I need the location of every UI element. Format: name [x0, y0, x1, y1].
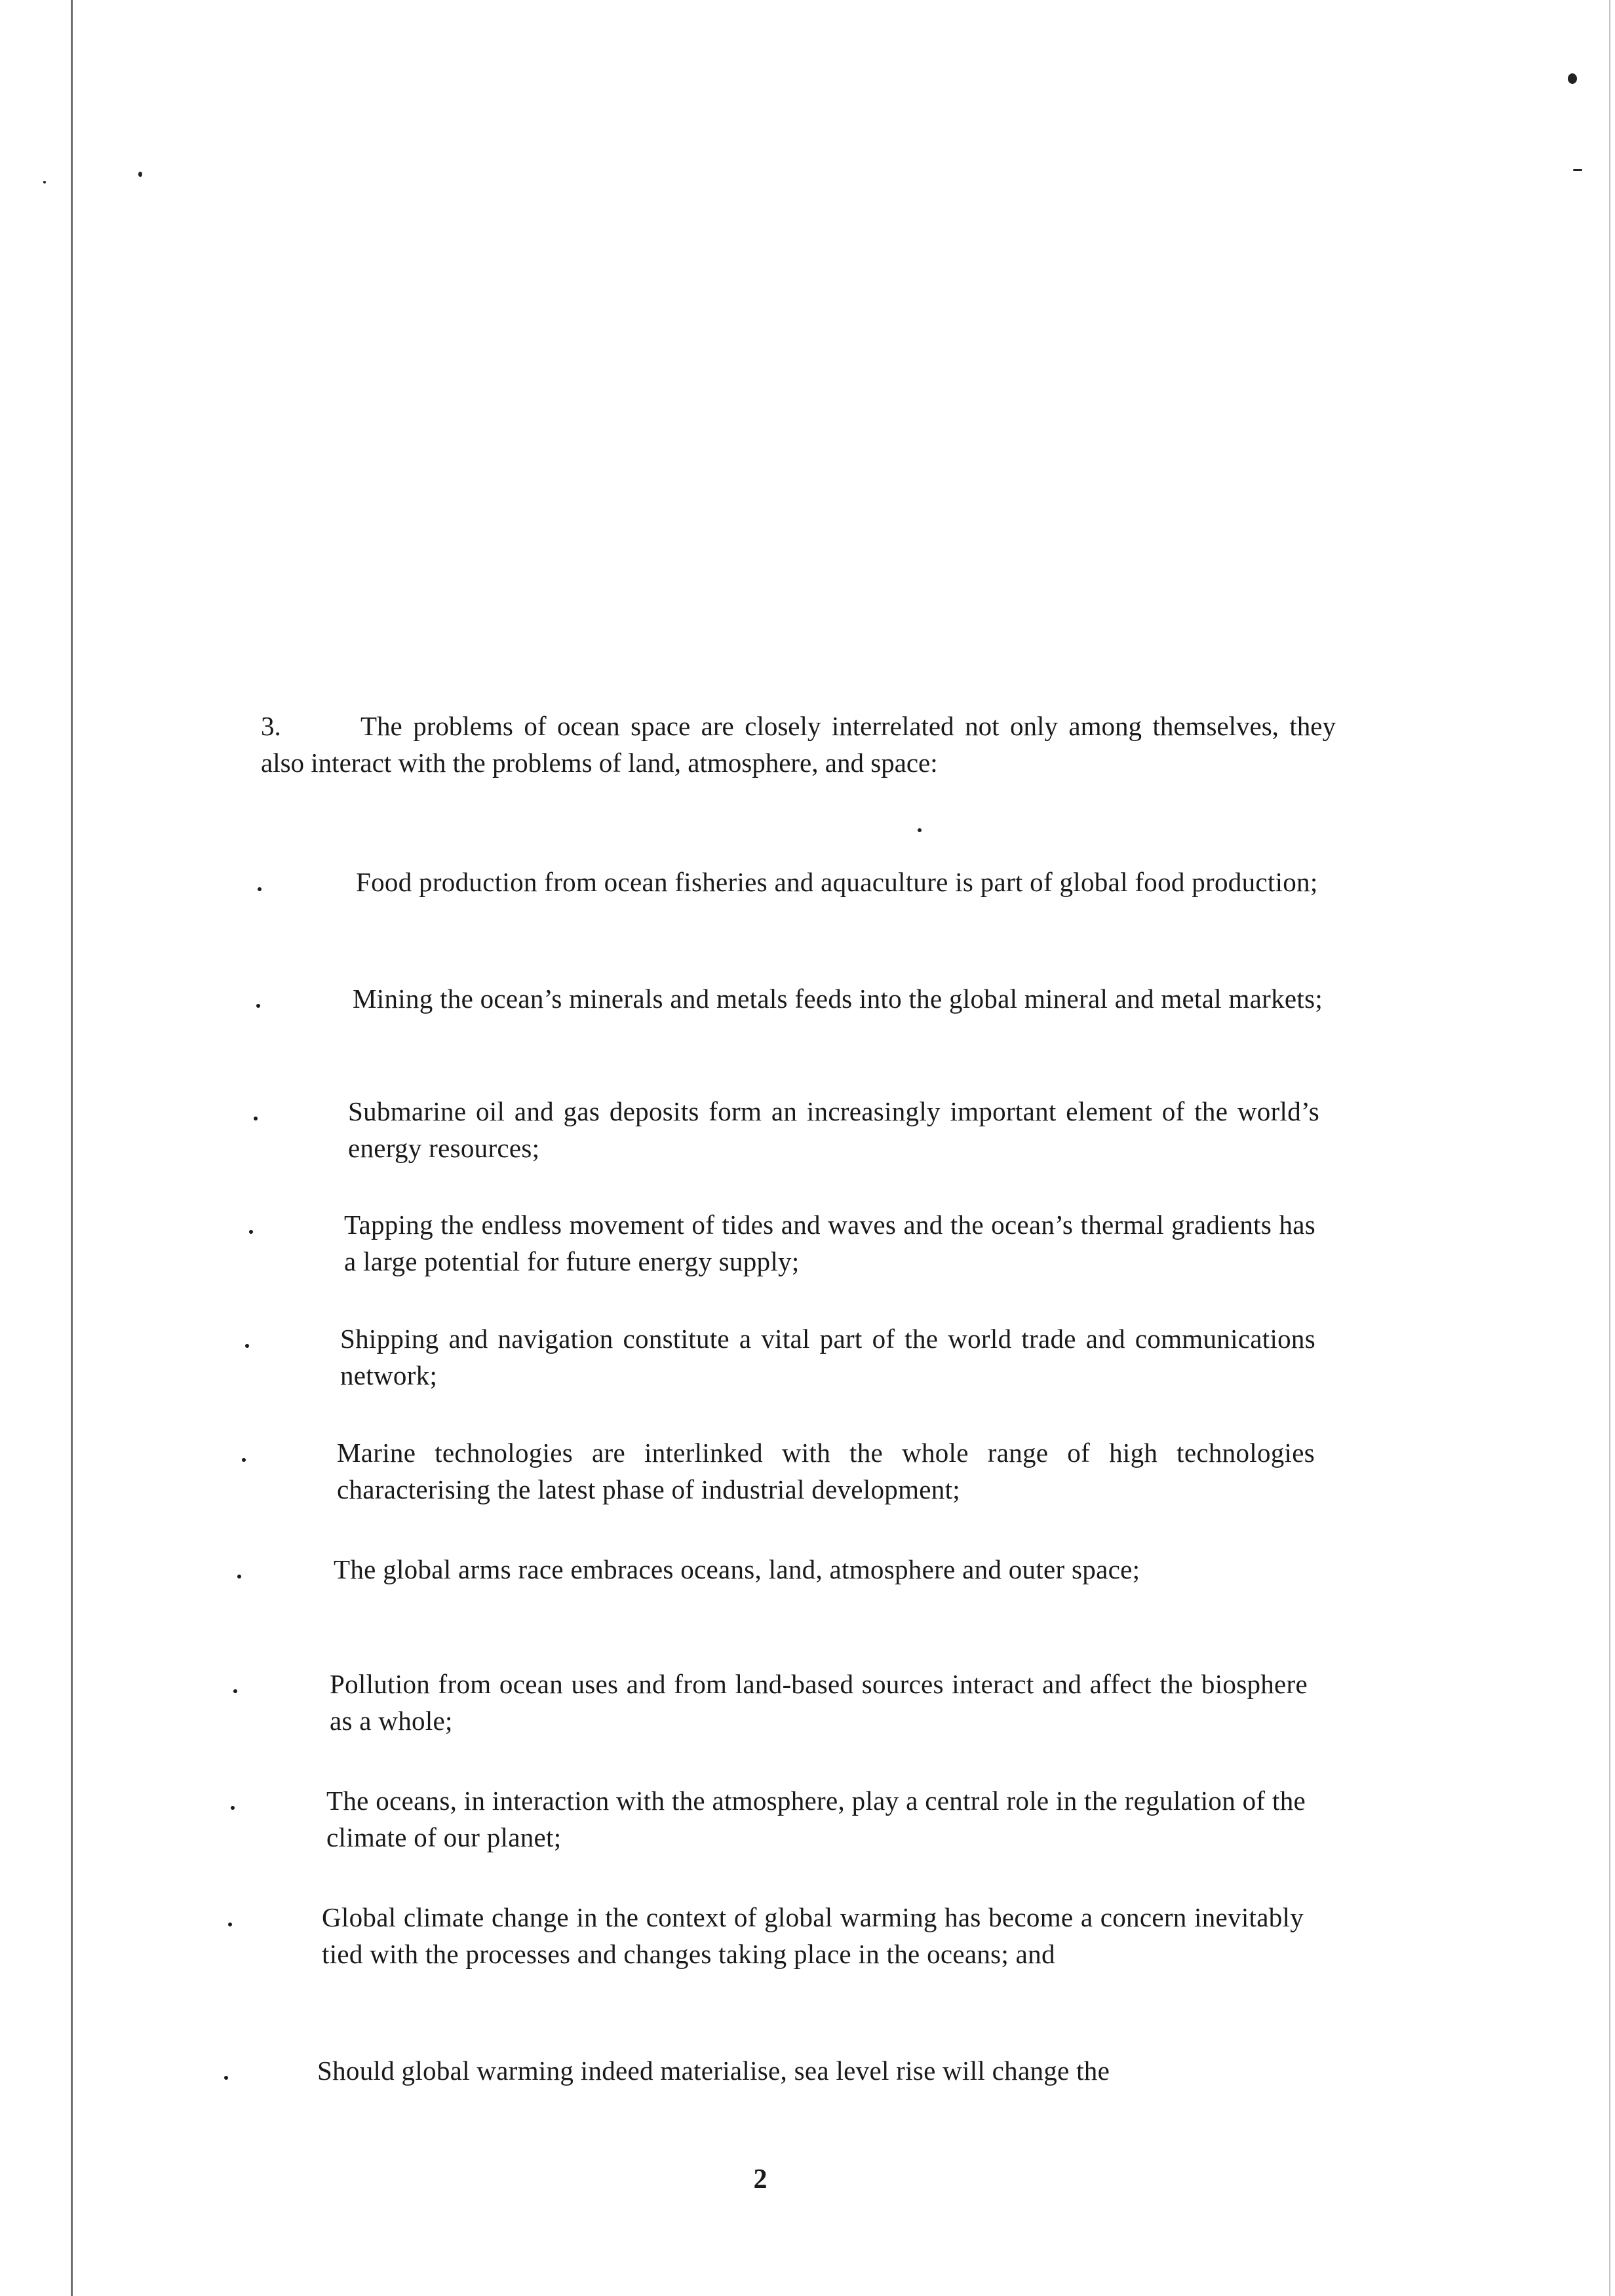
bullet-icon: [258, 887, 262, 891]
bullet-text: Mining the ocean’s minerals and metals feeds into the global mineral and metal markets;: [353, 984, 1323, 1014]
bullet-icon: [224, 2076, 228, 2080]
bullet-text: Tapping the endless movement of tides and waves and the ocean’s thermal gradients has a large potential for future energy supply;: [344, 1210, 1315, 1276]
bullet-icon: [228, 1923, 232, 1926]
paragraph-number: 3.: [261, 711, 281, 741]
bullet-text: Submarine oil and gas deposits form an increasingly important element of the world’s energy resources;: [348, 1096, 1319, 1163]
paragraph-text: The problems of ocean space are closely interrelated not only among themselves, they also interact with the problems of land, atmosphere, and space:: [261, 711, 1336, 778]
bullet-text: The global arms race embraces oceans, land, atmosphere and outer space;: [334, 1554, 1140, 1584]
bullet-text: Shipping and navigation constitute a vital part of the world trade and communications network;: [340, 1324, 1315, 1390]
bullet-text: Should global warming indeed materialise, sea level rise will change the: [317, 2056, 1110, 2086]
bullet-text: Global climate change in the context of global warming has become a concern inevitably tied with the processes and changes taking place in the oceans; and: [322, 1902, 1304, 1969]
bullet-icon: [245, 1344, 249, 1348]
bullet-text: Food production from ocean fisheries and aquaculture is part of global food production;: [356, 867, 1318, 897]
bullet-icon: [254, 1117, 258, 1120]
bullet-text: Pollution from ocean uses and from land-based sources interact and affect the biosphere as a whole;: [330, 1669, 1308, 1736]
bullet-icon: [249, 1230, 253, 1234]
bullet-text: Marine technologies are interlinked with the whole range of high technologies characterising the latest phase of industrial development;: [337, 1438, 1315, 1504]
bullet-icon: [233, 1689, 237, 1693]
bullet-icon: [256, 1004, 260, 1008]
bullet-icon: [242, 1458, 246, 1462]
bullet-icon: [231, 1806, 235, 1810]
page-number: 2: [753, 2164, 768, 2194]
bullet-icon: [237, 1575, 241, 1578]
bullet-text: The oceans, in interaction with the atmosphere, play a central role in the regulation of the climate of our planet;: [326, 1786, 1306, 1852]
